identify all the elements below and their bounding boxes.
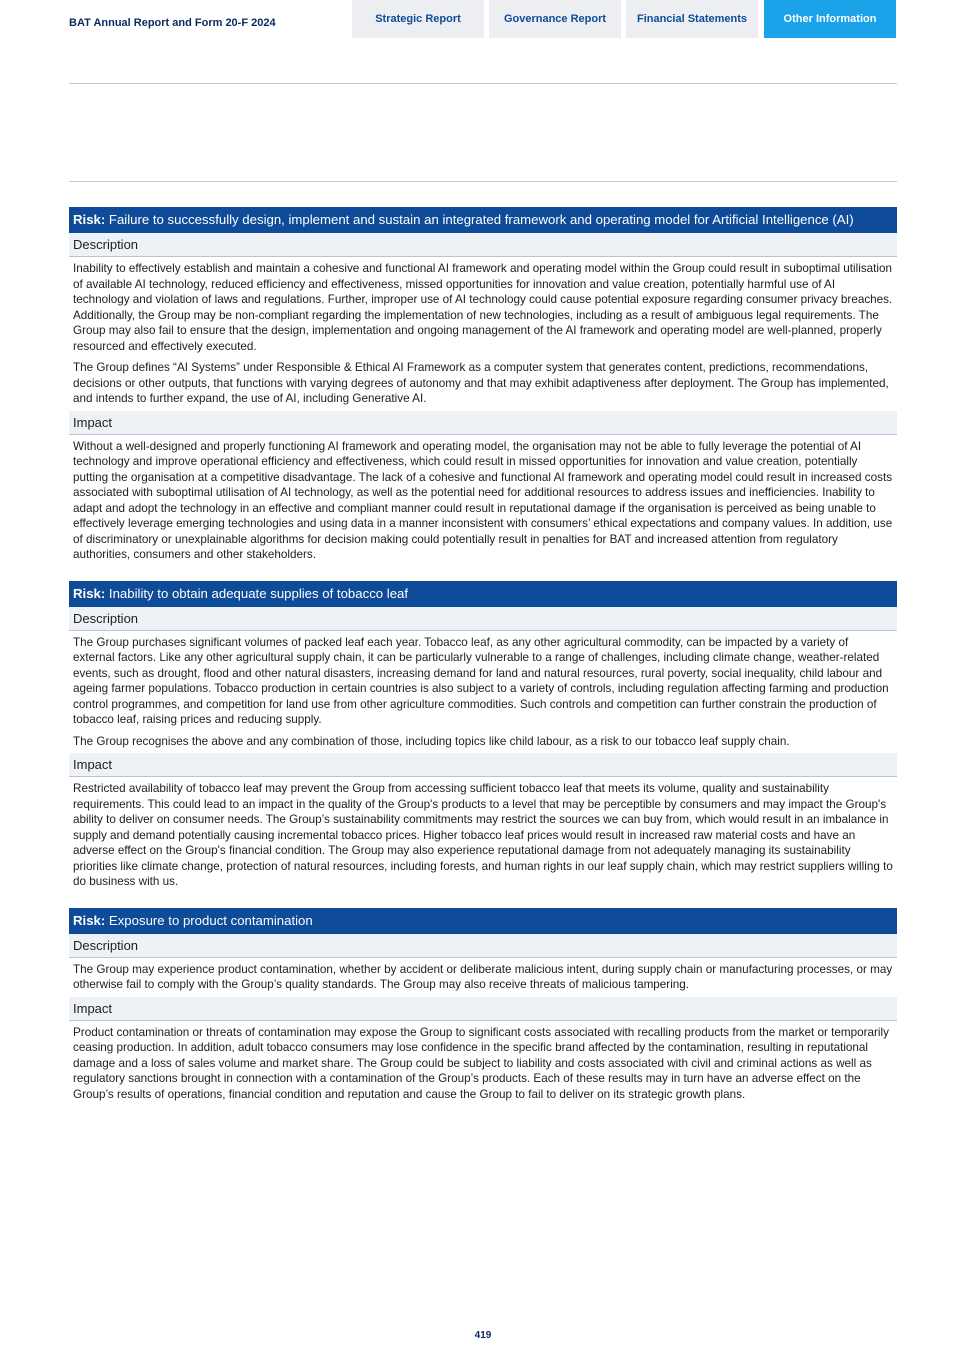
risk-label: Risk: xyxy=(73,212,106,227)
impact-paragraph: Product contamination or threats of contamination may expose the Group to significant costs associated with recalling products from the market or temporarily ceasing production. In addition, adult tobacco consumers may lose confidence in the specific brand affected by the contamination, resulting in reputational damage and a loss of sales volume and market share. The Group could be subject to liability and costs associated with civil and criminal actions as well as regulatory sanctions brought in connection with a contamination of the Group’s products. Each of these results may in turn have an adverse effect on the Group’s results of operations, financial condition and reputation and cause the Group to fail to deliver on its strategic growth plans. xyxy=(73,1025,889,1101)
impact-heading: Impact xyxy=(69,411,897,435)
risk-header xyxy=(69,581,897,607)
document-title: BAT Annual Report and Form 20-F 2024 xyxy=(69,17,276,29)
description-body xyxy=(69,257,897,411)
description-paragraph: Inability to effectively establish and maintain a cohesive and functional AI framework and operating model within the Group could result in suboptimal utilisation of available AI technology, reduced efficiency and effectiveness, missed opportunities for innovation and value creation, potentially harmful use of AI technology and violation of laws and regulations. Further, improper use of AI technology could cause potential exposure regarding consumer privacy breaches. Additionally, the Group may be non-compliant regarding the implementation of new technologies, including as a result of ambiguous legal requirements. The Group may also fail to ensure that the design, implementation and ongoing management of the AI framework and operating model are well-planned, properly resourced and effectively executed. xyxy=(73,262,893,353)
tab-strategic-report[interactable]: Strategic Report xyxy=(352,0,484,38)
risk-header xyxy=(69,207,897,233)
second-divider xyxy=(69,181,897,182)
tab-governance-report[interactable]: Governance Report xyxy=(489,0,621,38)
risk-header xyxy=(69,908,897,934)
impact-body xyxy=(69,435,897,567)
description-paragraph: The Group may experience product contamination, whether by accident or deliberate malicious intent, during supply chain or manufacturing processes, or may otherwise fail to comply with the Group’s quality standards. The Group may also receive threats of malicious tampering. xyxy=(73,962,893,991)
risk-label: Risk: xyxy=(73,912,106,928)
impact-heading: Impact xyxy=(69,753,897,777)
impact-body xyxy=(69,777,897,894)
tab-financial-statements[interactable]: Financial Statements xyxy=(626,0,758,38)
impact-heading: Impact xyxy=(69,997,897,1021)
risk-list xyxy=(69,207,897,1120)
description-body xyxy=(69,958,897,997)
top-divider xyxy=(69,83,897,84)
risk-ai-framework xyxy=(69,207,897,567)
impact-paragraph: Restricted availability of tobacco leaf may prevent the Group from accessing sufficient tobacco leaf that meets its volume, quality and sustainability requirements. This could lead to an impact in the quality of the Group's products to a level that may be perceptible by consumers and may impact the Group's ability to deliver on consumer needs. The Group’s sustainability commitments may restrict the sources we can buy from, which would result in an imbalance in supply and demand potentially causing incremental tobacco prices. Higher tobacco leaf prices would result in increased raw material costs and have an adverse effect on the Group's financial condition. The Group may also experience reputational damage from not adequately managing its sustainability priorities like climate change, protection of natural resources, including forests, and human rights in our leaf supply chain, which may restrict suppliers willing to do business with us. xyxy=(73,782,893,888)
description-heading: Description xyxy=(69,233,897,257)
risk-title: Failure to successfully design, implement and sustain an integrated framework and operating model for Artificial Intelligence (AI) xyxy=(108,212,854,227)
impact-body xyxy=(69,1021,897,1107)
impact-paragraph: Without a well-designed and properly functioning AI framework and operating model, the organisation may not be able to fully leverage the potential of AI technology and improve operational efficiency and effectiveness, which could result in missed opportunities for innovation and value creation, potentially putting the organisation at a competitive disadvantage. The lack of a cohesive and functional AI framework and operating model could result in increased costs associated with suboptimal utilisation of AI technology, as well as the potential need for additional resources to address issues and inefficiencies. Inability to adapt and adopt the technology in an effective and compliant manner could result in reputational damage if the organisation is perceived as being unable to effectively leverage emerging technologies and using data in a manner inconsistent with consumers’ ethical expectations and company values. In addition, use of discriminatory or unexplainable algorithms for decision making could potentially result in penalties for BAT and increased attention from regulatory authorities, consumers and other stakeholders. xyxy=(73,439,893,561)
description-heading: Description xyxy=(69,934,897,958)
risk-tobacco-leaf xyxy=(69,581,897,894)
description-paragraph: The Group recognises the above and any combination of those, including topics like child labour, as a risk to our tobacco leaf supply chain. xyxy=(73,734,790,748)
risk-product-contamination xyxy=(69,908,897,1107)
page-header xyxy=(0,0,966,38)
risk-label: Risk: xyxy=(73,585,106,601)
description-paragraph: The Group purchases significant volumes of packed leaf each year. Tobacco leaf, as any other agricultural commodity, can be impacted by a variety of external factors. Like any other agricultural supply chain, it can be particularly vulnerable to a range of challenges, including climate change, weather-related events, such as drought, flood and other natural disasters, increasing demand for land and natural resources, rural poverty, social inequality, child labour and ageing farmer populations. Tobacco production in certain countries is also subject to a variety of controls, including regulation affecting farming and production control programmes, and competition for land use from other agriculture commodities. Such controls and competition can further constrain the production of tobacco leaf, raising prices and reducing supply. xyxy=(73,635,889,726)
description-body xyxy=(69,631,897,754)
tab-other-information[interactable]: Other Information xyxy=(764,0,896,38)
risk-title: Inability to obtain adequate supplies of tobacco leaf xyxy=(108,585,409,601)
description-heading: Description xyxy=(69,607,897,631)
description-paragraph: The Group defines “AI Systems” under Responsible & Ethical AI Framework as a computer system that generates content, predictions, recommendations, decisions or other outputs, that functions with varying degrees of autonomy and that may exhibit adaptiveness after deployment. The Group has implemented, and intends to further expand, the use of AI, including Generative AI. xyxy=(73,361,889,405)
page-number: 419 xyxy=(474,1330,492,1341)
risk-title: Exposure to product contamination xyxy=(108,912,313,928)
